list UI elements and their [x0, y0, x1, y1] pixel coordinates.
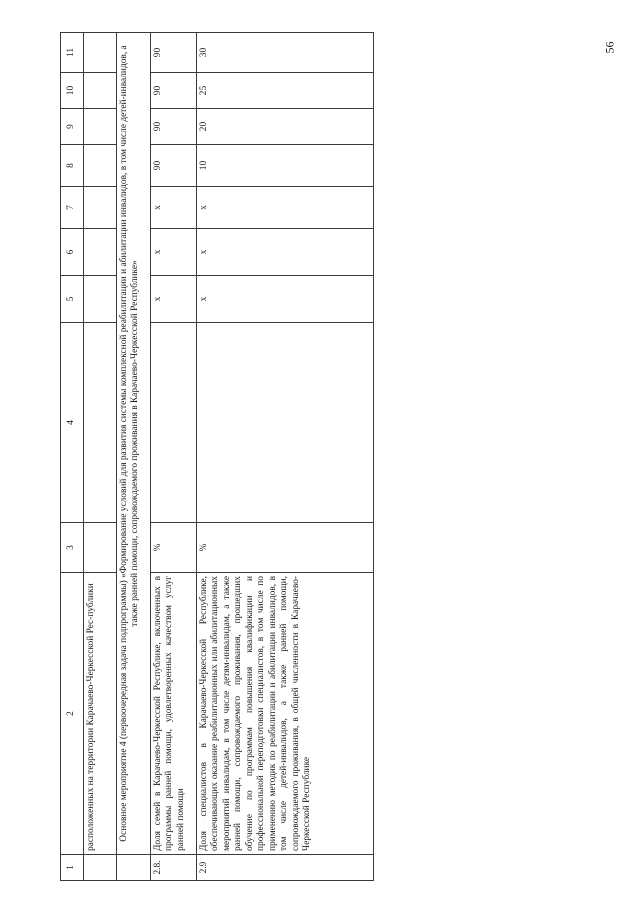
header-cell: 11 [61, 33, 84, 73]
value-cell: x [151, 276, 197, 323]
value-cell [84, 323, 117, 523]
section-title: Основное мероприятие 4 (первоочередная задача подпрограммы) «Формирование условий для развития системы комплексной реабилитации и абилитации инвалидов, в том числе детей-инвалидов, а также ранней помощи, сопровождаемого проживания в Карачаево-Черкесской Республике» [117, 33, 151, 855]
header-cell: 8 [61, 145, 84, 187]
row-number [84, 855, 117, 881]
value-cell [84, 109, 117, 145]
value-cell: x [197, 229, 374, 276]
value-cell: 90 [151, 73, 197, 109]
indicator-name: расположенных на территории Карачаево-Черкесской Рес-публики [84, 573, 117, 855]
row-number: 2.8. [151, 855, 197, 881]
section-row [117, 33, 151, 881]
header-row [61, 33, 84, 881]
header-cell: 9 [61, 109, 84, 145]
indicator-name: Доля специалистов в Карачаево-Черкесской Республике, обеспечивающих оказание реабилитационных или абилитационных мероприятий инвалидам, в том числе детям-инвалидам, а также ранней помощи, сопровождаемого проживания, прошедших обучение по программам повышения квалификации и профессиональной переподготовки специалистов, в том числе по применению методик по реабилитации и абилитации инвалидов, в том числе детей-инвалидов, а также ранней помощи, сопровождаемого проживания, в общей численности в Карачаево-Черкесской Республике [197, 573, 374, 855]
indicator-name: Доля семей в Карачаево-Черкесской Республике, включенных в программы ранней помощи, удовлетворенных качеством услуг ранней помощи [151, 573, 197, 855]
value-cell [84, 33, 117, 73]
header-cell: 10 [61, 73, 84, 109]
value-cell [197, 323, 374, 523]
value-cell: x [151, 187, 197, 229]
rotated-table-container [60, 33, 374, 881]
page-number: 56 [602, 41, 617, 54]
table-row-continuation [84, 33, 117, 881]
table-row [197, 33, 374, 881]
value-cell [84, 73, 117, 109]
value-cell: 90 [151, 145, 197, 187]
header-cell: 2 [61, 573, 84, 855]
unit-cell [84, 523, 117, 573]
value-cell [84, 145, 117, 187]
value-cell [84, 276, 117, 323]
unit-cell: % [151, 523, 197, 573]
value-cell: x [197, 276, 374, 323]
header-cell: 3 [61, 523, 84, 573]
header-cell: 5 [61, 276, 84, 323]
header-cell: 6 [61, 229, 84, 276]
row-number: 2.9 [197, 855, 374, 881]
header-cell: 4 [61, 323, 84, 523]
value-cell: 10 [197, 145, 374, 187]
header-cell: 1 [61, 855, 84, 881]
indicators-table [60, 32, 374, 881]
value-cell: 25 [197, 73, 374, 109]
value-cell: 90 [151, 109, 197, 145]
value-cell: x [151, 229, 197, 276]
unit-cell: % [197, 523, 374, 573]
value-cell: 20 [197, 109, 374, 145]
value-cell: 90 [151, 33, 197, 73]
header-cell: 7 [61, 187, 84, 229]
value-cell: 30 [197, 33, 374, 73]
value-cell [84, 187, 117, 229]
value-cell [151, 323, 197, 523]
value-cell [84, 229, 117, 276]
table-row [151, 33, 197, 881]
value-cell: x [197, 187, 374, 229]
